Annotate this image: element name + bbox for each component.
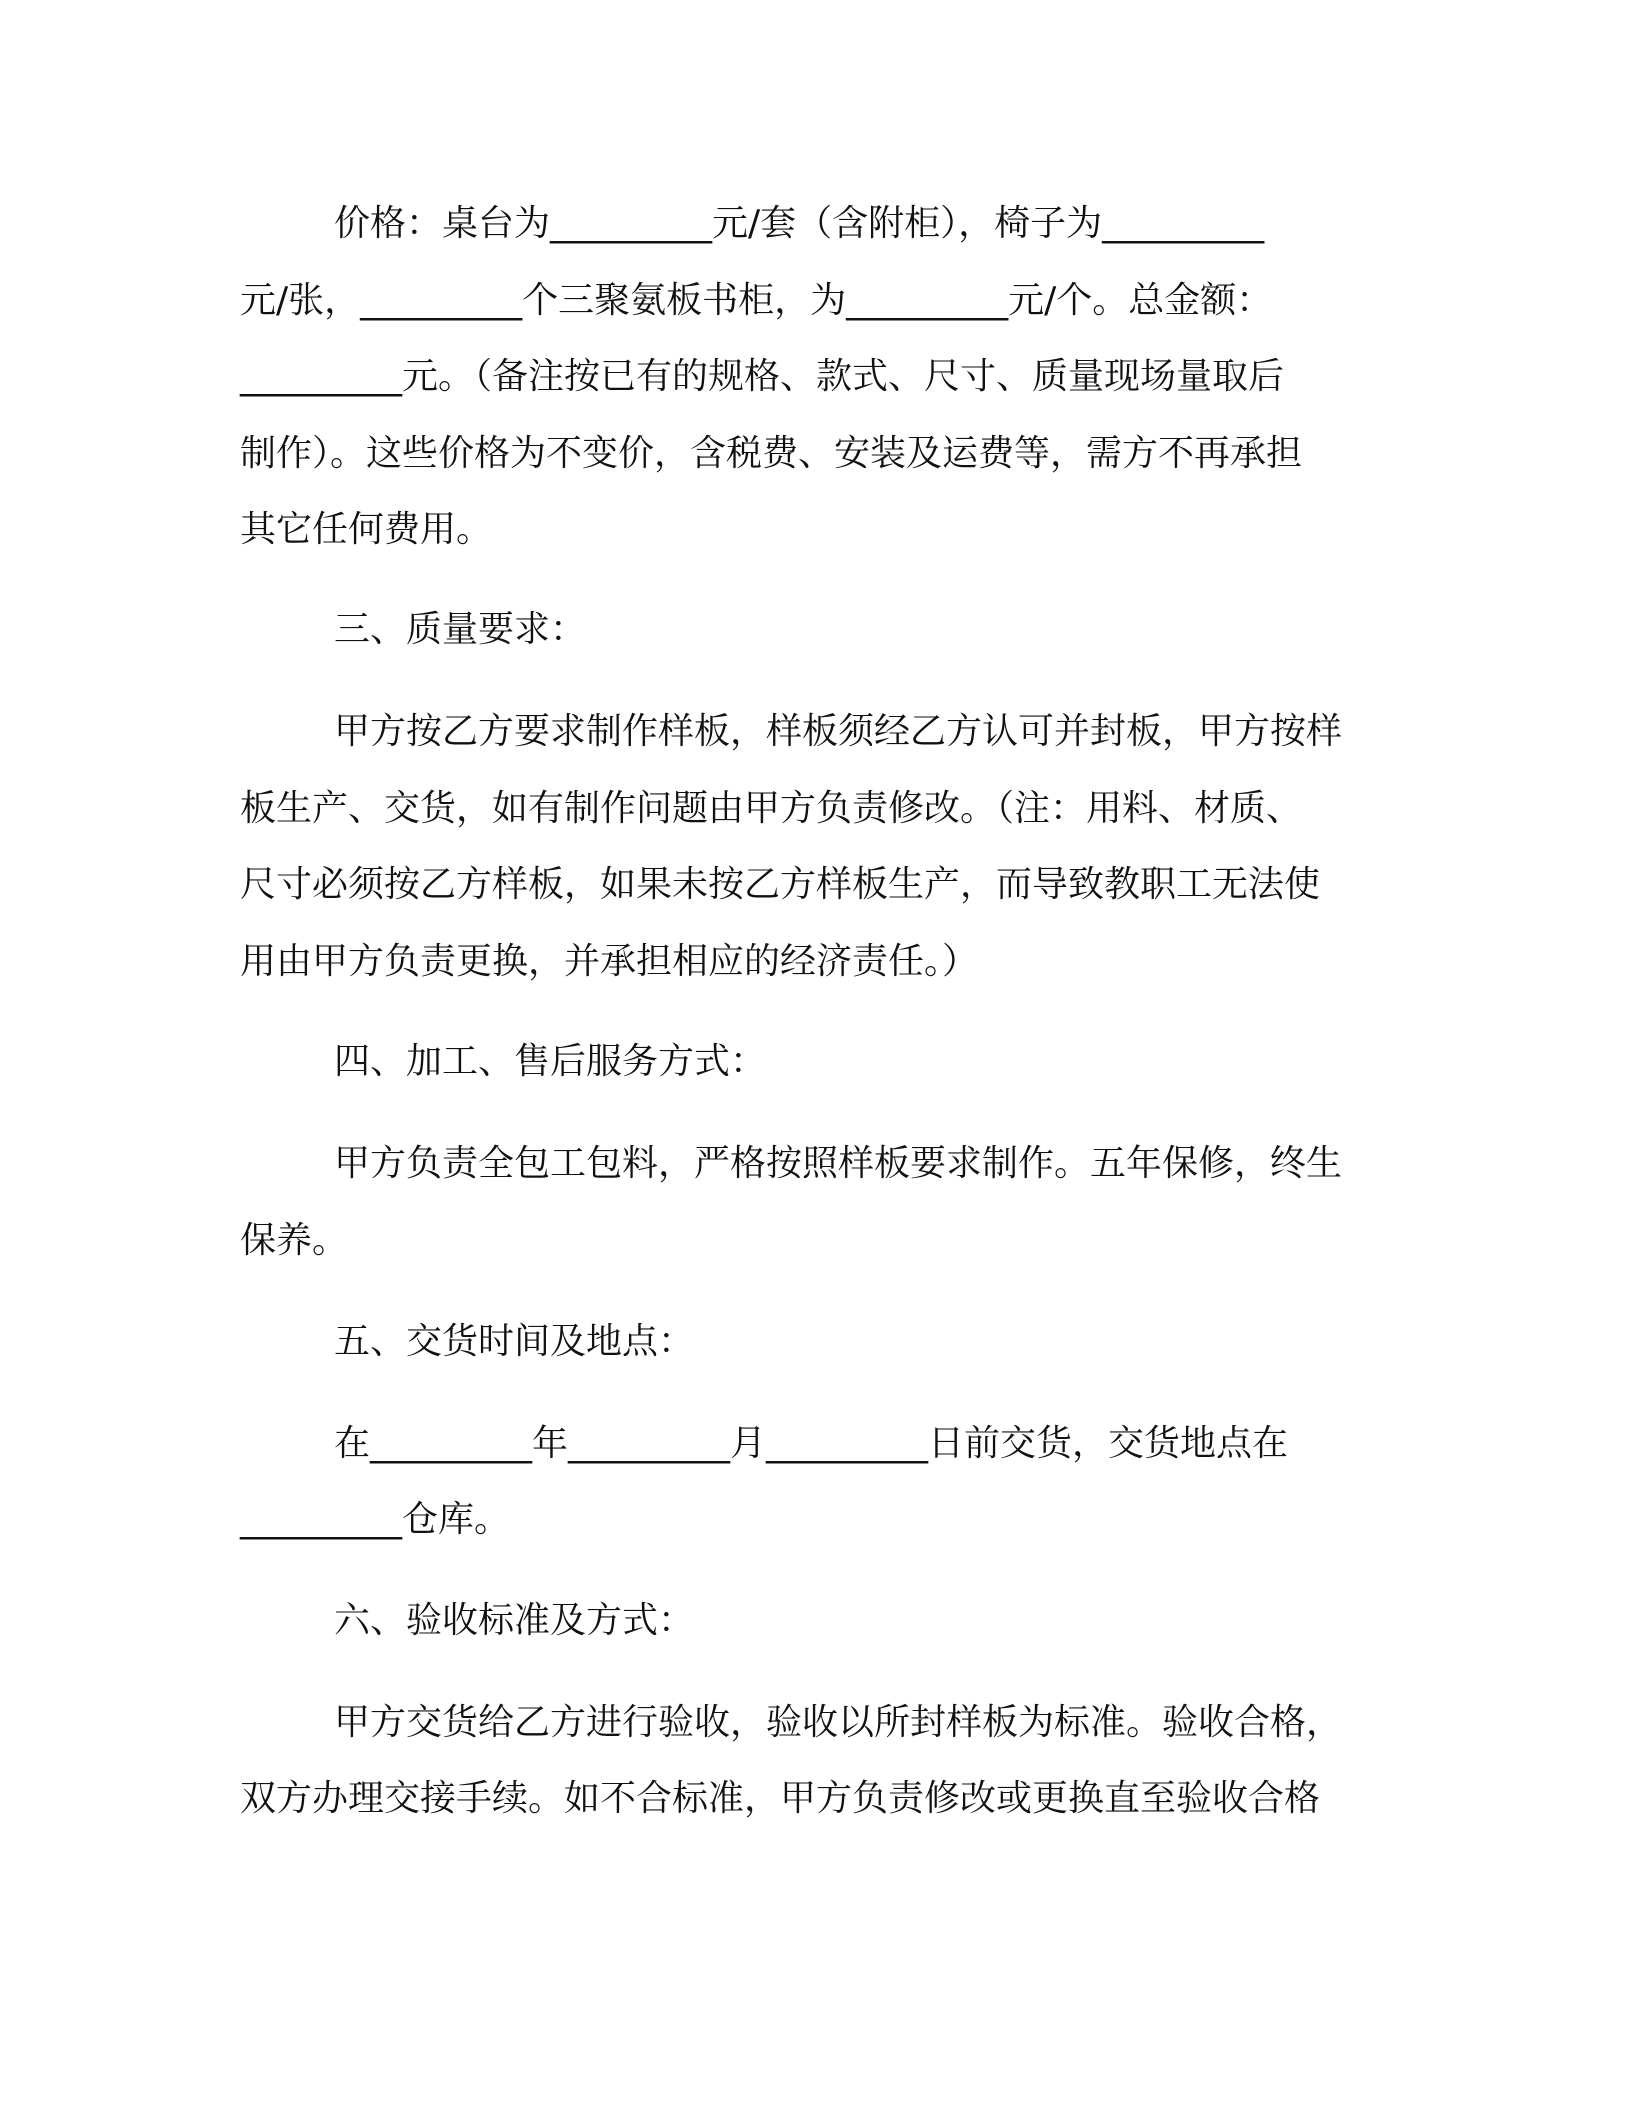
quality-paragraph-line-4: 用由甲方负责更换，并承担相应的经济责任。） [240, 941, 979, 982]
quality-paragraph-line-3: 尺寸必须按乙方样板，如果未按乙方样板生产，而导致教职工无法使 [240, 864, 1321, 905]
service-paragraph-line-2: 保养。 [240, 1220, 349, 1261]
delivery-paragraph-line-1: 在_________年_________月_________日前交货，交货地点在 [334, 1423, 1289, 1464]
price-paragraph-line-3: _________元。（备注按已有的规格、款式、尺寸、质量现场量取后 [240, 356, 1285, 397]
service-paragraph-line-1: 甲方负责全包工包料，严格按照样板要求制作。五年保修，终生 [334, 1143, 1343, 1184]
price-paragraph-line-2: 元/张，_________个三聚氨板书柜，为_________元/个。总金额： [240, 280, 1273, 321]
section-heading-acceptance: 六、验收标准及方式： [334, 1600, 695, 1641]
section-heading-service: 四、加工、售后服务方式： [334, 1041, 767, 1082]
price-paragraph-line-4: 制作）。这些价格为不变价，含税费、安装及运费等，需方不再承担 [240, 433, 1303, 474]
quality-paragraph-line-1: 甲方按乙方要求制作样板，样板须经乙方认可并封板，甲方按样 [334, 711, 1343, 752]
quality-paragraph-line-2: 板生产、交货，如有制作问题由甲方负责修改。（注：用料、材质、 [240, 788, 1303, 829]
section-heading-delivery: 五、交货时间及地点： [334, 1321, 695, 1362]
acceptance-paragraph-line-2: 双方办理交接手续。如不合标准，甲方负责修改或更换直至验收合格 [240, 1778, 1321, 1819]
price-paragraph-line-5: 其它任何费用。 [240, 509, 493, 550]
section-heading-quality: 三、质量要求： [334, 609, 587, 650]
delivery-paragraph-line-2: _________仓库。 [240, 1499, 511, 1540]
price-paragraph-line-1: 价格：桌台为_________元/套（含附柜），椅子为_________ [334, 203, 1265, 244]
acceptance-paragraph-line-1: 甲方交货给乙方进行验收，验收以所封样板为标准。验收合格， [334, 1702, 1343, 1743]
